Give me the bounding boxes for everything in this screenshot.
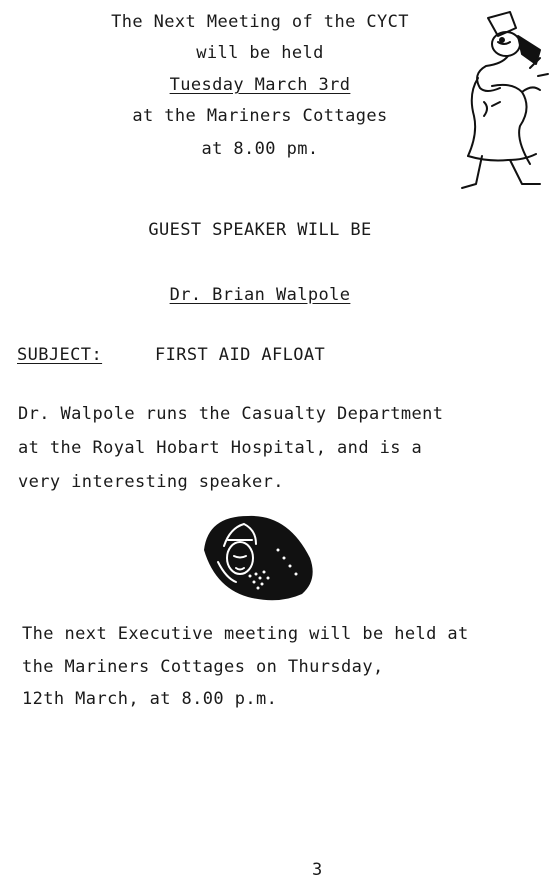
page-number: 3: [312, 860, 323, 880]
guest-speaker-name: Dr. Brian Walpole: [169, 285, 351, 305]
executive-line-1: The next Executive meeting will be held at: [22, 624, 469, 644]
subject-title: FIRST AID AFLOAT: [155, 345, 326, 365]
guest-speaker-heading: GUEST SPEAKER WILL BE: [148, 220, 372, 240]
bandaged-face-icon: [198, 510, 320, 606]
description-line-3: very interesting speaker.: [18, 472, 284, 492]
meeting-date: Tuesday March 3rd: [169, 75, 351, 95]
nurse-cartoon-icon: [448, 6, 552, 196]
executive-line-2: the Mariners Cottages on Thursday,: [22, 657, 384, 677]
meeting-line-2: will be held: [196, 43, 324, 63]
meeting-location: at the Mariners Cottages: [132, 106, 388, 126]
description-line-2: at the Royal Hobart Hospital, and is a: [18, 438, 423, 458]
meeting-line-1: The Next Meeting of the CYCT: [111, 12, 409, 32]
meeting-time: at 8.00 pm.: [201, 139, 319, 159]
subject-label: SUBJECT:: [17, 345, 103, 365]
executive-line-3: 12th March, at 8.00 p.m.: [22, 689, 278, 709]
description-line-1: Dr. Walpole runs the Casualty Department: [18, 404, 444, 424]
